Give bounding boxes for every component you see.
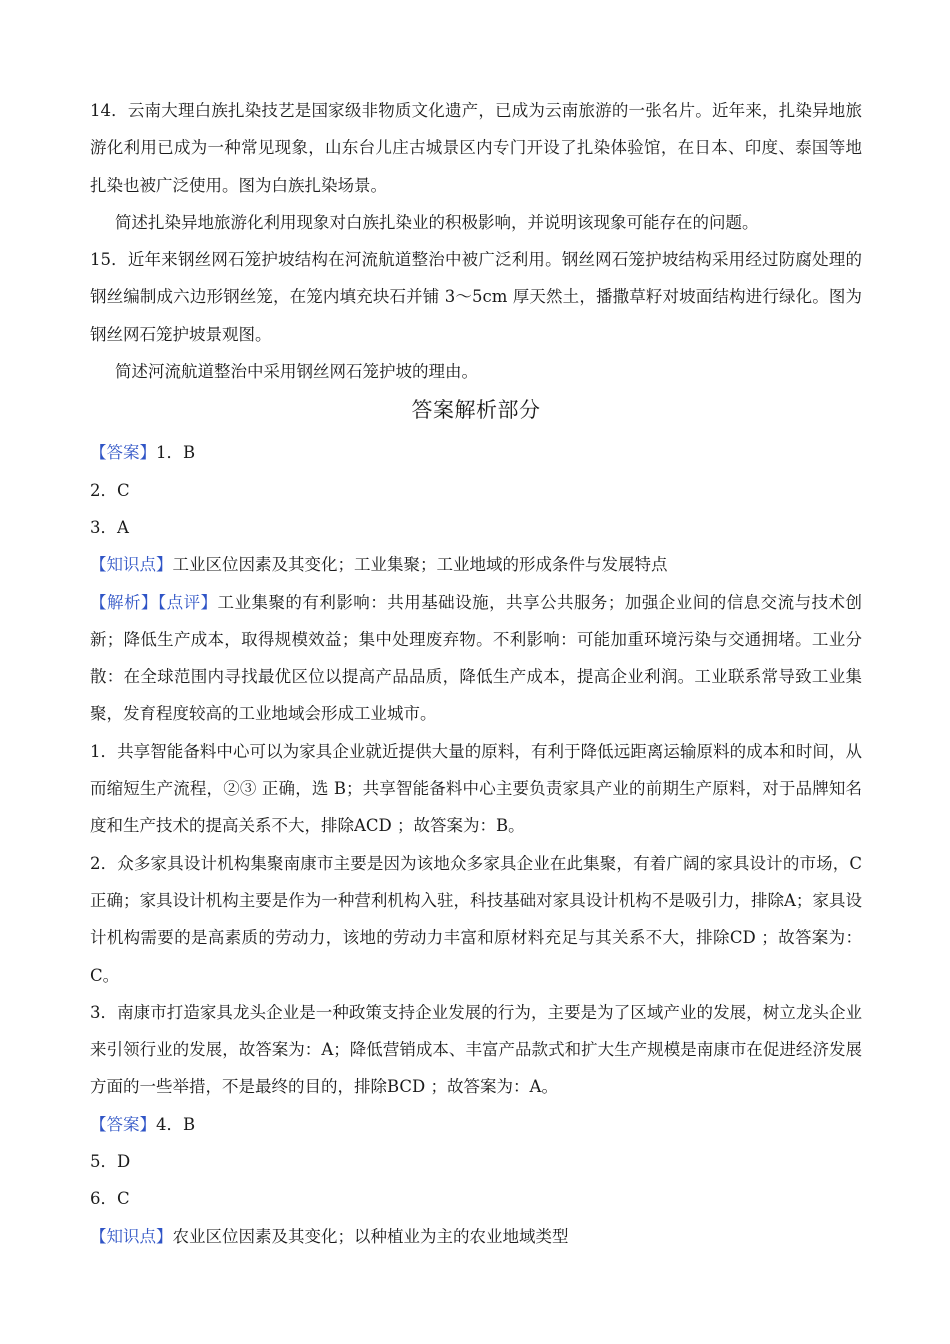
analysis-comment: [90, 584, 862, 733]
explanation-2: 2．众多家具设计机构集聚南康市主要是因为该地众多家具企业在此集聚，有着广阔的家具设计的市场，C 正确；家具设计机构主要是作为一种营利机构入驻，科技基础对家具设计机构不是吸引力，排除A；家具设计机构需要的是高素质的劳动力，该地的劳动力丰富和原材料充足与其关系不大，排除CD ；故答案为：C。: [90, 853, 862, 985]
knowledge-line: [90, 546, 862, 583]
answer-value: 1．B: [156, 443, 196, 463]
question-14-prompt: 简述扎染异地旅游化利用现象对白族扎染业的积极影响，并说明该现象可能存在的问题。: [115, 212, 759, 232]
knowledge-tag: 【知识点】: [90, 1226, 173, 1246]
answer-line-1: [90, 434, 862, 471]
explanation-1: 1．共享智能备料中心可以为家具企业就近提供大量的原料，有利于降低远距离运输原料的成本和时间，从而缩短生产流程，②③ 正确，选 B；共享智能备料中心主要负责家具产业的前期生产原料，对于品牌知名度和生产技术的提高关系不大，排除ACD ；故答案为：B。: [90, 741, 862, 836]
question-14-text: 14．云南大理白族扎染技艺是国家级非物质文化遗产，已成为云南旅游的一张名片。近年来，扎染异地旅游化利用已成为一种常见现象，山东台儿庄古城景区内专门开设了扎染体验馆，在日本、印度、泰国等地扎染也被广泛使用。图为白族扎染场景。: [90, 101, 862, 195]
answer-line-3: 3．A: [90, 517, 129, 537]
document-body: [90, 92, 862, 1255]
section-title: 答案解析部分: [411, 398, 541, 423]
answer-tag: 【答案】: [90, 1114, 156, 1134]
knowledge-tag: 【知识点】: [90, 555, 173, 575]
question-15-prompt: 简述河流航道整治中采用钢丝网石笼护坡的理由。: [115, 362, 478, 382]
comment-text: 工业集聚的有利影响：共用基础设施，共享公共服务；加强企业间的信息交流与技术创新；降低生产成本，取得规模效益；集中处理废弃物。不利影响：可能加重环境污染与交通拥堵。工业分散：在全球范围内寻找最优区位以提高产品品质，降低生产成本，提高企业利润。工业联系常导致工业集聚，发育程度较高的工业地域会形成工业城市。: [90, 592, 863, 724]
analysis-tag: 【解析】: [90, 592, 158, 612]
answer-value: 4．B: [156, 1114, 196, 1134]
knowledge-text: 工业区位因素及其变化；工业集聚；工业地域的形成条件与发展特点: [172, 555, 668, 575]
explanation-3: 3．南康市打造家具龙头企业是一种政策支持企业发展的行为，主要是为了区域产业的发展，树立龙头企业来引领行业的发展，故答案为：A；降低营销成本、丰富产品款式和扩大生产规模是南康市在促进经济发展方面的一些举措，不是最终的目的，排除BCD ；故答案为：A。: [90, 1002, 862, 1097]
answer-line-2: 2．C: [90, 480, 130, 500]
comment-tag: 【点评】: [157, 592, 218, 612]
answer-line-6: 6．C: [90, 1189, 130, 1209]
question-15-text: 15．近年来钢丝网石笼护坡结构在河流航道整治中被广泛利用。钢丝网石笼护坡结构采用经过防腐处理的钢丝编制成六边形钢丝笼，在笼内填充块石并铺 3～5cm 厚天然土，播撒草籽对坡面结构进行绿化。图为钢丝网石笼护坡景观图。: [90, 250, 862, 344]
answer-tag: 【答案】: [90, 443, 156, 463]
answer-line-5: 5．D: [90, 1152, 131, 1172]
knowledge-text: 农业区位因素及其变化；以种植业为主的农业地域类型: [172, 1226, 569, 1246]
knowledge-line-2: [90, 1218, 862, 1255]
answer-line-4: [90, 1106, 862, 1143]
